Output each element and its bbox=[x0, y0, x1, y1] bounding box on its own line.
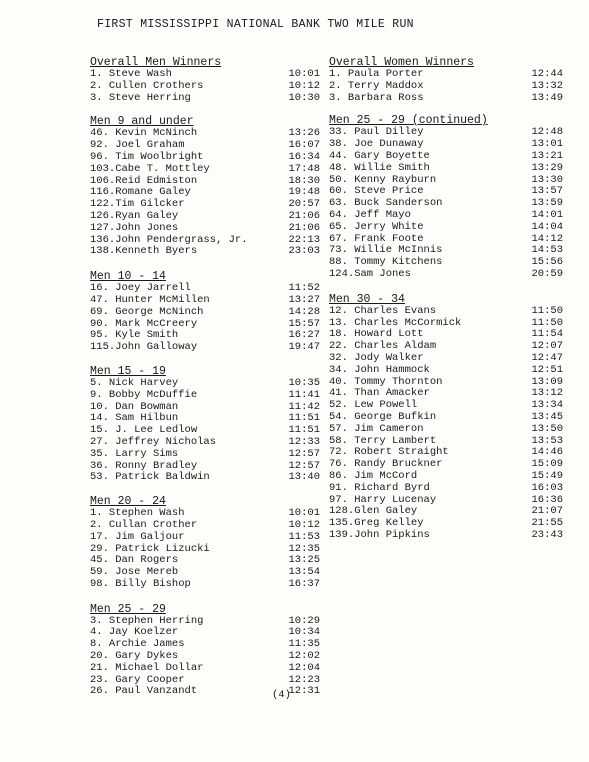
document-title: FIRST MISSISSIPPI NATIONAL BANK TWO MILE RUN bbox=[97, 18, 414, 31]
runner-name: 65. Jerry White bbox=[329, 220, 424, 233]
finish-time: 18:30 bbox=[288, 174, 320, 187]
finish-time: 12:23 bbox=[288, 673, 320, 686]
runner-name: 106.Reid Edmiston bbox=[90, 174, 198, 187]
finish-time: 16:37 bbox=[288, 577, 320, 590]
finish-time: 10:35 bbox=[288, 376, 320, 389]
finish-time: 15:56 bbox=[531, 256, 563, 269]
runner-name: 53. Patrick Baldwin bbox=[90, 471, 210, 484]
runner-name: 17. Jim Galjour bbox=[90, 530, 185, 543]
runner-name: 126.Ryan Galey bbox=[90, 209, 179, 222]
section-title: Men 20 - 24 bbox=[90, 495, 166, 509]
section-title: Men 25 - 29 bbox=[90, 602, 166, 616]
runner-name: 48. Willie Smith bbox=[329, 161, 430, 174]
section-title: Men 9 and under bbox=[90, 115, 194, 129]
finish-time: 13:01 bbox=[531, 138, 563, 151]
finish-time: 13:49 bbox=[531, 91, 563, 104]
runner-name: 3. Steve Herring bbox=[90, 91, 191, 104]
finish-time: 11:51 bbox=[288, 424, 320, 437]
runner-name: 54. George Bufkin bbox=[329, 410, 437, 423]
runner-name: 33. Paul Dilley bbox=[329, 126, 424, 139]
finish-time: 12:48 bbox=[531, 126, 563, 139]
finish-time: 12:57 bbox=[288, 459, 320, 472]
finish-time: 13:50 bbox=[531, 422, 563, 435]
runner-name: 76. Randy Bruckner bbox=[329, 458, 443, 471]
result-row bbox=[329, 353, 565, 365]
finish-time: 13:21 bbox=[531, 149, 563, 162]
runner-name: 96. Tim Woolbright bbox=[90, 150, 204, 163]
section-title: Men 25 - 29 (continued) bbox=[329, 114, 488, 128]
section-title: Overall Women Winners bbox=[329, 56, 474, 69]
runner-name: 63. Buck Sanderson bbox=[329, 197, 443, 210]
result-row bbox=[90, 532, 322, 544]
runner-name: 58. Terry Lambert bbox=[329, 434, 437, 447]
finish-time: 14:01 bbox=[531, 208, 563, 221]
runner-name: 92. Joel Graham bbox=[90, 139, 185, 152]
finish-time: 12:57 bbox=[288, 447, 320, 460]
runner-name: 97. Harry Lucenay bbox=[329, 493, 437, 506]
runner-name: 116.Romane Galey bbox=[90, 186, 191, 199]
finish-time: 14:04 bbox=[531, 220, 563, 233]
results-section bbox=[90, 116, 322, 258]
result-row bbox=[90, 449, 322, 461]
result-row bbox=[329, 81, 565, 93]
finish-time: 12:31 bbox=[288, 685, 320, 698]
finish-time: 21:06 bbox=[288, 221, 320, 234]
runner-name: 90. Mark McCreery bbox=[90, 317, 198, 330]
result-row bbox=[90, 520, 322, 532]
runner-name: 9. Bobby McDuffie bbox=[90, 388, 198, 401]
result-row bbox=[329, 222, 565, 234]
finish-time: 12:35 bbox=[288, 542, 320, 555]
runner-name: 1. Steve Wash bbox=[90, 68, 172, 80]
finish-time: 11:52 bbox=[288, 282, 320, 295]
runner-name: 88. Tommy Kitchens bbox=[329, 256, 443, 269]
runner-name: 95. Kyle Smith bbox=[90, 329, 179, 342]
runner-name: 69. George McNinch bbox=[90, 305, 204, 318]
finish-time: 13:12 bbox=[531, 387, 563, 400]
finish-time: 21:06 bbox=[288, 209, 320, 222]
finish-time: 11:50 bbox=[531, 316, 563, 329]
runner-name: 46. Kevin McNinch bbox=[90, 127, 198, 140]
runner-name: 60. Steve Price bbox=[329, 185, 424, 198]
result-row bbox=[90, 390, 322, 402]
runner-name: 73. Willie McInnis bbox=[329, 244, 443, 257]
runner-name: 36. Ronny Bradley bbox=[90, 459, 198, 472]
finish-time: 11:50 bbox=[531, 304, 563, 317]
finish-time: 12:04 bbox=[288, 661, 320, 674]
runner-name: 57. Jim Cameron bbox=[329, 422, 424, 435]
finish-time: 13:53 bbox=[531, 434, 563, 447]
result-row bbox=[90, 472, 322, 484]
runner-name: 3. Stephen Herring bbox=[90, 614, 204, 627]
finish-time: 23:03 bbox=[288, 245, 320, 258]
runner-name: 21. Michael Dollar bbox=[90, 661, 204, 674]
runner-name: 103.Cabe T. Mottley bbox=[90, 162, 210, 175]
finish-time: 23:43 bbox=[531, 528, 563, 541]
result-row bbox=[90, 579, 322, 591]
runner-name: 35. Larry Sims bbox=[90, 447, 179, 460]
runner-name: 4. Jay Koelzer bbox=[90, 626, 179, 639]
finish-time: 13:25 bbox=[288, 554, 320, 567]
runner-name: 27. Jeffrey Nicholas bbox=[90, 435, 217, 448]
finish-time: 13:27 bbox=[288, 293, 320, 306]
finish-time: 13:54 bbox=[288, 566, 320, 579]
result-row bbox=[90, 93, 322, 105]
finish-time: 10:12 bbox=[288, 79, 320, 92]
finish-time: 21:55 bbox=[531, 517, 563, 530]
result-row bbox=[329, 471, 565, 483]
finish-time: 13:29 bbox=[531, 161, 563, 174]
page-number: (4) bbox=[272, 689, 291, 701]
finish-time: 15:57 bbox=[288, 317, 320, 330]
runner-name: 128.Glen Galey bbox=[329, 505, 418, 518]
finish-time: 10:34 bbox=[288, 626, 320, 639]
finish-time: 20:59 bbox=[531, 267, 563, 280]
results-section bbox=[329, 294, 565, 542]
finish-time: 11:41 bbox=[288, 388, 320, 401]
result-row bbox=[90, 663, 322, 675]
finish-time: 13:40 bbox=[288, 471, 320, 484]
results-section bbox=[329, 115, 565, 280]
runner-name: 115.John Galloway bbox=[90, 341, 198, 354]
result-row bbox=[329, 365, 565, 377]
result-row bbox=[329, 93, 565, 105]
finish-time: 11:35 bbox=[288, 638, 320, 651]
finish-time: 12:33 bbox=[288, 435, 320, 448]
runner-name: 38. Joe Dunaway bbox=[329, 138, 424, 151]
runner-name: 23. Gary Cooper bbox=[90, 673, 185, 686]
runner-name: 138.Kenneth Byers bbox=[90, 245, 198, 258]
results-section bbox=[90, 271, 322, 354]
result-row bbox=[90, 342, 322, 354]
finish-time: 10:01 bbox=[288, 507, 320, 520]
result-row bbox=[329, 151, 565, 163]
finish-time: 13:26 bbox=[288, 127, 320, 140]
result-row bbox=[90, 246, 322, 258]
runner-name: 98. Billy Bishop bbox=[90, 577, 191, 590]
runner-name: 44. Gary Boyette bbox=[329, 149, 430, 162]
finish-time: 11:54 bbox=[531, 328, 563, 341]
runner-name: 64. Jeff Mayo bbox=[329, 208, 411, 221]
runner-name: 86. Jim McCord bbox=[329, 469, 418, 482]
finish-time: 10:30 bbox=[288, 91, 320, 104]
finish-time: 14:28 bbox=[288, 305, 320, 318]
finish-time: 14:12 bbox=[531, 232, 563, 245]
runner-name: 2. Cullan Crother bbox=[90, 518, 198, 531]
runner-name: 52. Lew Powell bbox=[329, 399, 418, 412]
result-row bbox=[90, 437, 322, 449]
right-results-column bbox=[329, 57, 565, 542]
runner-name: 18. Howard Lott bbox=[329, 328, 424, 341]
finish-time: 12:02 bbox=[288, 650, 320, 663]
finish-time: 10:29 bbox=[288, 614, 320, 627]
runner-name: 16. Joey Jarrell bbox=[90, 282, 191, 295]
finish-time: 15:49 bbox=[531, 469, 563, 482]
finish-time: 19:47 bbox=[288, 341, 320, 354]
runner-name: 40. Tommy Thornton bbox=[329, 375, 443, 388]
result-row bbox=[90, 307, 322, 319]
finish-time: 11:51 bbox=[288, 412, 320, 425]
finish-time: 16:36 bbox=[531, 493, 563, 506]
finish-time: 14:46 bbox=[531, 446, 563, 459]
runner-name: 26. Paul Vanzandt bbox=[90, 685, 198, 698]
runner-name: 12. Charles Evans bbox=[329, 304, 437, 317]
runner-name: 2. Terry Maddox bbox=[329, 79, 424, 92]
result-row bbox=[329, 483, 565, 495]
result-row bbox=[90, 223, 322, 235]
result-row bbox=[329, 412, 565, 424]
results-section bbox=[90, 366, 322, 484]
runner-name: 45. Dan Rogers bbox=[90, 554, 179, 567]
finish-time: 20:57 bbox=[288, 198, 320, 211]
finish-time: 14:53 bbox=[531, 244, 563, 257]
result-row bbox=[90, 164, 322, 176]
section-title: Men 15 - 19 bbox=[90, 364, 166, 378]
finish-time: 13:57 bbox=[531, 185, 563, 198]
finish-time: 12:47 bbox=[531, 351, 563, 364]
finish-time: 16:27 bbox=[288, 329, 320, 342]
runner-name: 20. Gary Dykes bbox=[90, 650, 179, 663]
results-section bbox=[90, 604, 322, 699]
finish-time: 21:07 bbox=[531, 505, 563, 518]
results-section bbox=[329, 57, 565, 104]
runner-name: 124.Sam Jones bbox=[329, 267, 411, 280]
finish-time: 13:09 bbox=[531, 375, 563, 388]
finish-time: 12:44 bbox=[531, 68, 563, 80]
runner-name: 29. Patrick Lizucki bbox=[90, 542, 210, 555]
runner-name: 72. Robert Straight bbox=[329, 446, 449, 459]
finish-time: 11:53 bbox=[288, 530, 320, 543]
runner-name: 22. Charles Aldam bbox=[329, 340, 437, 353]
result-row bbox=[90, 152, 322, 164]
finish-time: 13:59 bbox=[531, 197, 563, 210]
runner-name: 8. Archie James bbox=[90, 638, 185, 651]
runner-name: 15. J. Lee Ledlow bbox=[90, 424, 198, 437]
finish-time: 16:34 bbox=[288, 150, 320, 163]
runner-name: 67. Frank Foote bbox=[329, 232, 424, 245]
runner-name: 139.John Pipkins bbox=[329, 528, 430, 541]
finish-time: 13:45 bbox=[531, 410, 563, 423]
finish-time: 12:51 bbox=[531, 363, 563, 376]
finish-time: 10:01 bbox=[288, 68, 320, 80]
result-row bbox=[90, 378, 322, 390]
section-title: Overall Men Winners bbox=[90, 56, 222, 69]
result-row bbox=[329, 210, 565, 222]
runner-name: 41. Than Amacker bbox=[329, 387, 430, 400]
result-row bbox=[90, 295, 322, 307]
runner-name: 32. Jody Walker bbox=[329, 351, 424, 364]
result-row bbox=[90, 81, 322, 93]
section-title: Men 30 - 34 bbox=[329, 292, 405, 306]
finish-time: 12:07 bbox=[531, 340, 563, 353]
runner-name: 3. Barbara Ross bbox=[329, 91, 424, 104]
runner-name: 1. Stephen Wash bbox=[90, 507, 185, 520]
result-row bbox=[329, 306, 565, 318]
finish-time: 11:42 bbox=[288, 400, 320, 413]
runner-name: 136.John Pendergrass, Jr. bbox=[90, 233, 248, 246]
finish-time: 16:07 bbox=[288, 139, 320, 152]
runner-name: 14. Sam Hilbun bbox=[90, 412, 179, 425]
finish-time: 13:34 bbox=[531, 399, 563, 412]
runner-name: 47. Hunter McMillen bbox=[90, 293, 210, 306]
runner-name: 34. John Hammock bbox=[329, 363, 430, 376]
finish-time: 22:13 bbox=[288, 233, 320, 246]
runner-name: 5. Nick Harvey bbox=[90, 376, 179, 389]
result-row bbox=[329, 530, 565, 542]
runner-name: 135.Greg Kelley bbox=[329, 517, 424, 530]
runner-name: 122.Tim Gilcker bbox=[90, 198, 185, 211]
runner-name: 2. Cullen Crothers bbox=[90, 79, 204, 92]
results-section bbox=[90, 57, 322, 104]
runner-name: 10. Dan Bowman bbox=[90, 400, 179, 413]
finish-time: 15:09 bbox=[531, 458, 563, 471]
runner-name: 91. Richard Byrd bbox=[329, 481, 430, 494]
section-title: Men 10 - 14 bbox=[90, 270, 166, 284]
runner-name: 1. Paula Porter bbox=[329, 68, 424, 80]
runner-name: 127.John Jones bbox=[90, 221, 179, 234]
runner-name: 59. Jose Mereb bbox=[90, 566, 179, 579]
result-row bbox=[90, 211, 322, 223]
finish-time: 16:03 bbox=[531, 481, 563, 494]
finish-time: 13:32 bbox=[531, 79, 563, 92]
result-row bbox=[329, 424, 565, 436]
finish-time: 13:30 bbox=[531, 173, 563, 186]
runner-name: 13. Charles McCormick bbox=[329, 316, 462, 329]
left-results-column bbox=[90, 57, 322, 698]
result-row bbox=[329, 269, 565, 281]
runner-name: 50. Kenny Rayburn bbox=[329, 173, 437, 186]
result-row bbox=[329, 163, 565, 175]
finish-time: 10:12 bbox=[288, 518, 320, 531]
finish-time: 19:48 bbox=[288, 186, 320, 199]
results-section bbox=[90, 496, 322, 591]
finish-time: 17:48 bbox=[288, 162, 320, 175]
